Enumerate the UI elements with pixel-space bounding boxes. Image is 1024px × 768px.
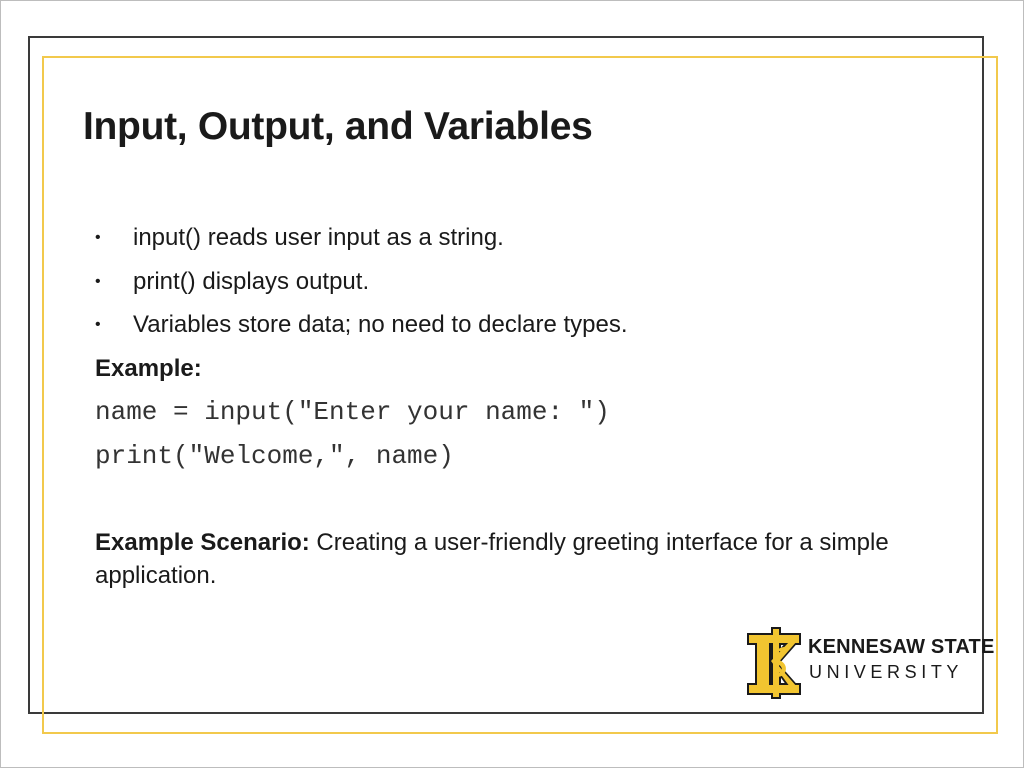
bullet-item bbox=[95, 308, 628, 352]
example-scenario-text: Creating a user-friendly greeting interface for a simple application. bbox=[95, 529, 889, 589]
logo-text-university: UNIVERSITY bbox=[809, 662, 964, 682]
bullet-item bbox=[95, 265, 628, 309]
kennesaw-state-logo bbox=[745, 627, 995, 701]
logo-text-kennesaw-state: KENNESAW STATE bbox=[808, 636, 995, 658]
bullet-list bbox=[95, 221, 628, 352]
bullet-text: Variables store data; no need to declare types. bbox=[133, 311, 628, 338]
ks-monogram-icon bbox=[745, 627, 803, 699]
bullet-dot: • bbox=[95, 316, 101, 333]
bullet-text: print() displays output. bbox=[133, 267, 370, 295]
code-line: name = input("Enter your name: ") bbox=[95, 397, 610, 427]
bullet-item bbox=[95, 221, 628, 265]
bullet-text: input() reads user input as a string. bbox=[133, 224, 504, 251]
bullet-dot: • bbox=[95, 229, 101, 246]
bullet-dot: • bbox=[95, 272, 101, 290]
example-label: Example: bbox=[95, 355, 202, 382]
example-scenario bbox=[95, 526, 935, 592]
code-line: print("Welcome,", name) bbox=[95, 441, 454, 471]
slide-title: Input, Output, and Variables bbox=[83, 105, 593, 148]
example-scenario-label: Example Scenario: bbox=[95, 529, 310, 556]
